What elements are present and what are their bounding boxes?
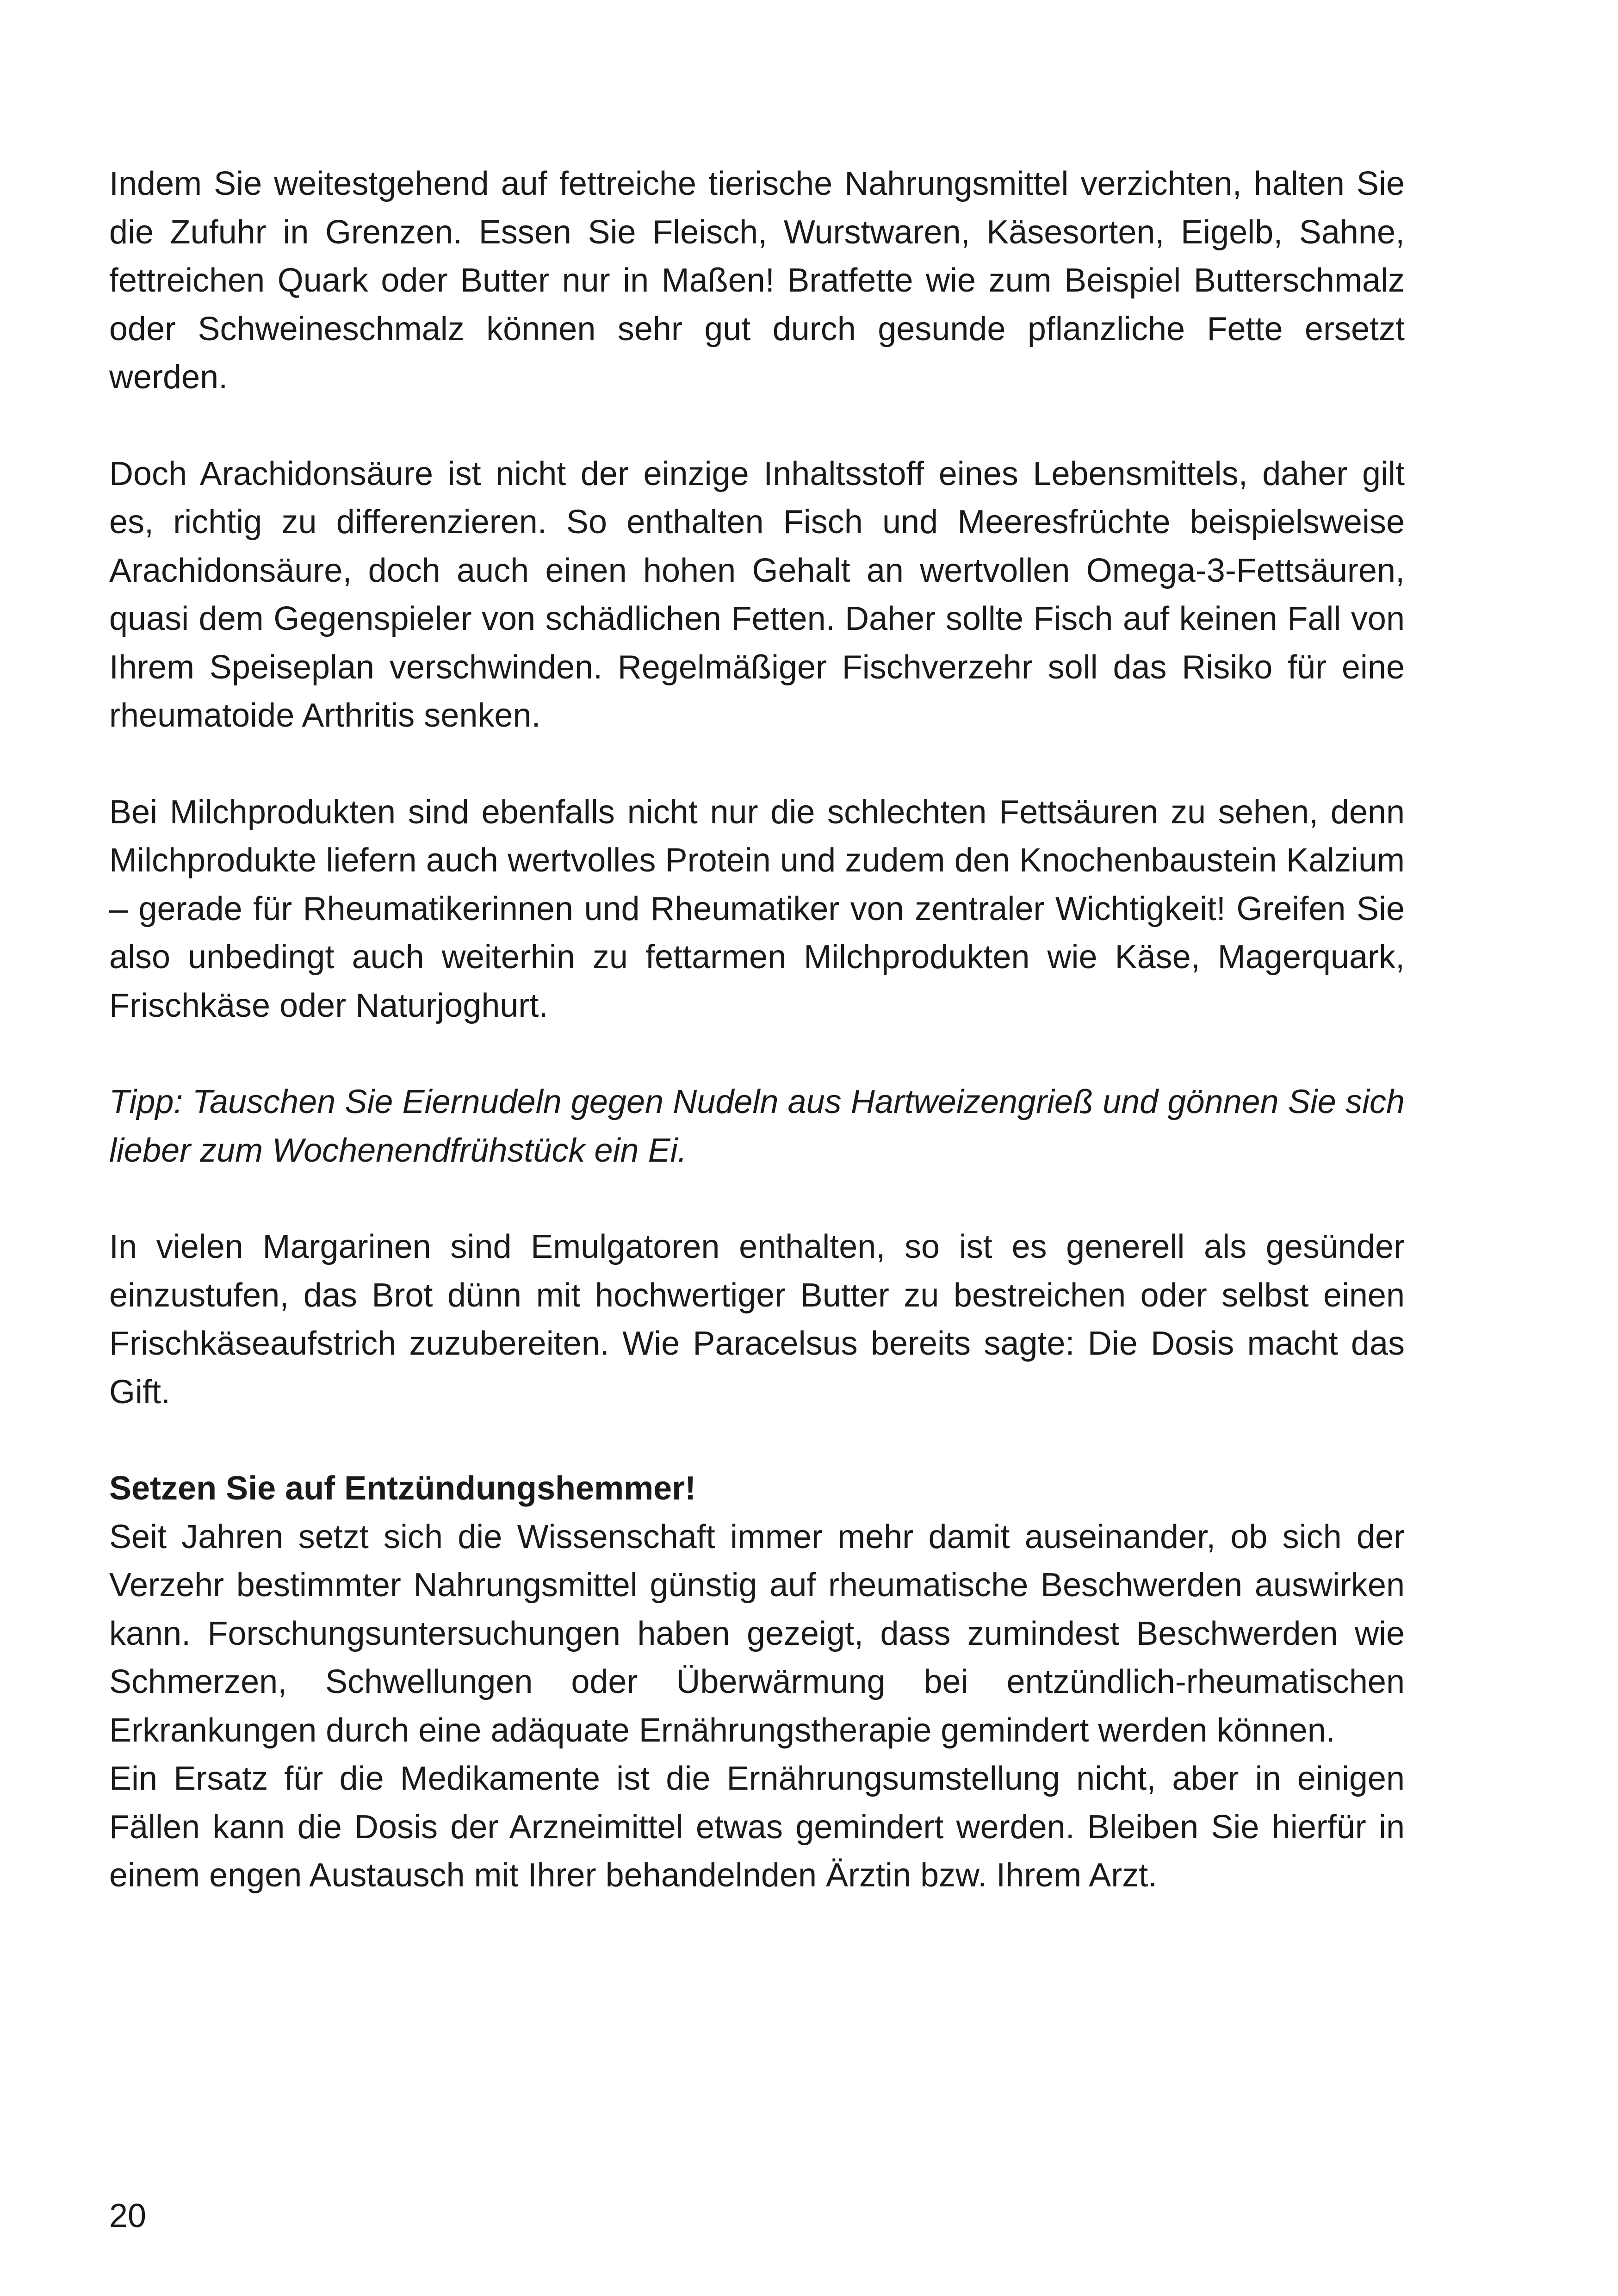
paragraph-dairy-products: Bei Milchprodukten sind ebenfalls nicht nur die schlechten Fettsäuren zu sehen, denn Milchprodukte liefern auch wertvolles Protein und zudem den Knochenbaustein Kalzium – gerade für Rheumatikerinnen und Rheumatiker von zentraler Wichtigkeit! Greifen Sie also unbedingt auch weiterhin zu fettarmen Milchprodukten wie Käse, Magerquark, Frischkäse oder Naturjoghurt. [109,793,1405,1024]
paragraph-medication: Ein Ersatz für die Medikamente ist die Ernährungsumstellung nicht, aber in einigen Fällen kann die Dosis der Arzneimittel etwas gemindert werden. Bleiben Sie hierfür in einem engen Austausch mit Ihrer behandelnden Ärztin bzw. Ihrem Arzt. [109,1760,1405,1894]
body-text [109,160,1405,1900]
paragraph-arachidonic-acid: Doch Arachidonsäure ist nicht der einzige Inhaltsstoff eines Lebensmittels, daher gilt es, richtig zu differenzieren. So enthalten Fisch und Meeresfrüchte beispielsweise Arachidonsäure, doch auch einen hohen Gehalt an wertvollen Omega-3-Fettsäuren, quasi dem Gegenspieler von schädlichen Fetten. Daher sollte Fisch auf keinen Fall von Ihrem Speiseplan verschwinden. Regelmäßiger Fischverzehr soll das Risiko für eine rheumatoide Arthritis senken. [109,455,1405,734]
paragraph-research: Seit Jahren setzt sich die Wissenschaft immer mehr damit auseinander, ob sich der Verzehr bestimmter Nahrungsmittel günstig auf rheumatische Beschwerden auswirken kann. Forschungsuntersuchungen haben gezeigt, dass zumindest Beschwerden wie Schmerzen, Schwellungen oder Überwärmung bei entzündlich-rheumatischen Erkrankungen durch eine adäquate Ernährungstherapie gemindert werden können. [109,1518,1405,1749]
tip-paragraph: Tipp: Tauschen Sie Eiernudeln gegen Nudeln aus Hartweizengrieß und gönnen Sie sich lieber zum Wochenendfrühstück ein Ei. [109,1083,1405,1169]
paragraph-fat-intake: Indem Sie weitestgehend auf fettreiche tierische Nahrungsmittel verzichten, halten Sie die Zufuhr in Grenzen. Essen Sie Fleisch, Wurstwaren, Käsesorten, Eigelb, Sahne, fettreichen Quark oder Butter nur in Maßen! Bratfette wie zum Beispiel Butterschmalz oder Schweineschmalz können sehr gut durch gesunde pflanzliche Fette ersetzt werden. [109,165,1405,396]
page-number: 20 [109,2197,147,2234]
paragraph-margarine: In vielen Margarinen sind Emulgatoren enthalten, so ist es generell als gesünder einzustufen, das Brot dünn mit hochwertiger Butter zu bestreichen oder selbst einen Frischkäseaufstrich zuzubereiten. Wie Paracelsus bereits sagte: Die Dosis macht das Gift. [109,1228,1405,1411]
section-heading: Setzen Sie auf Entzündungshemmer! [109,1470,696,1507]
